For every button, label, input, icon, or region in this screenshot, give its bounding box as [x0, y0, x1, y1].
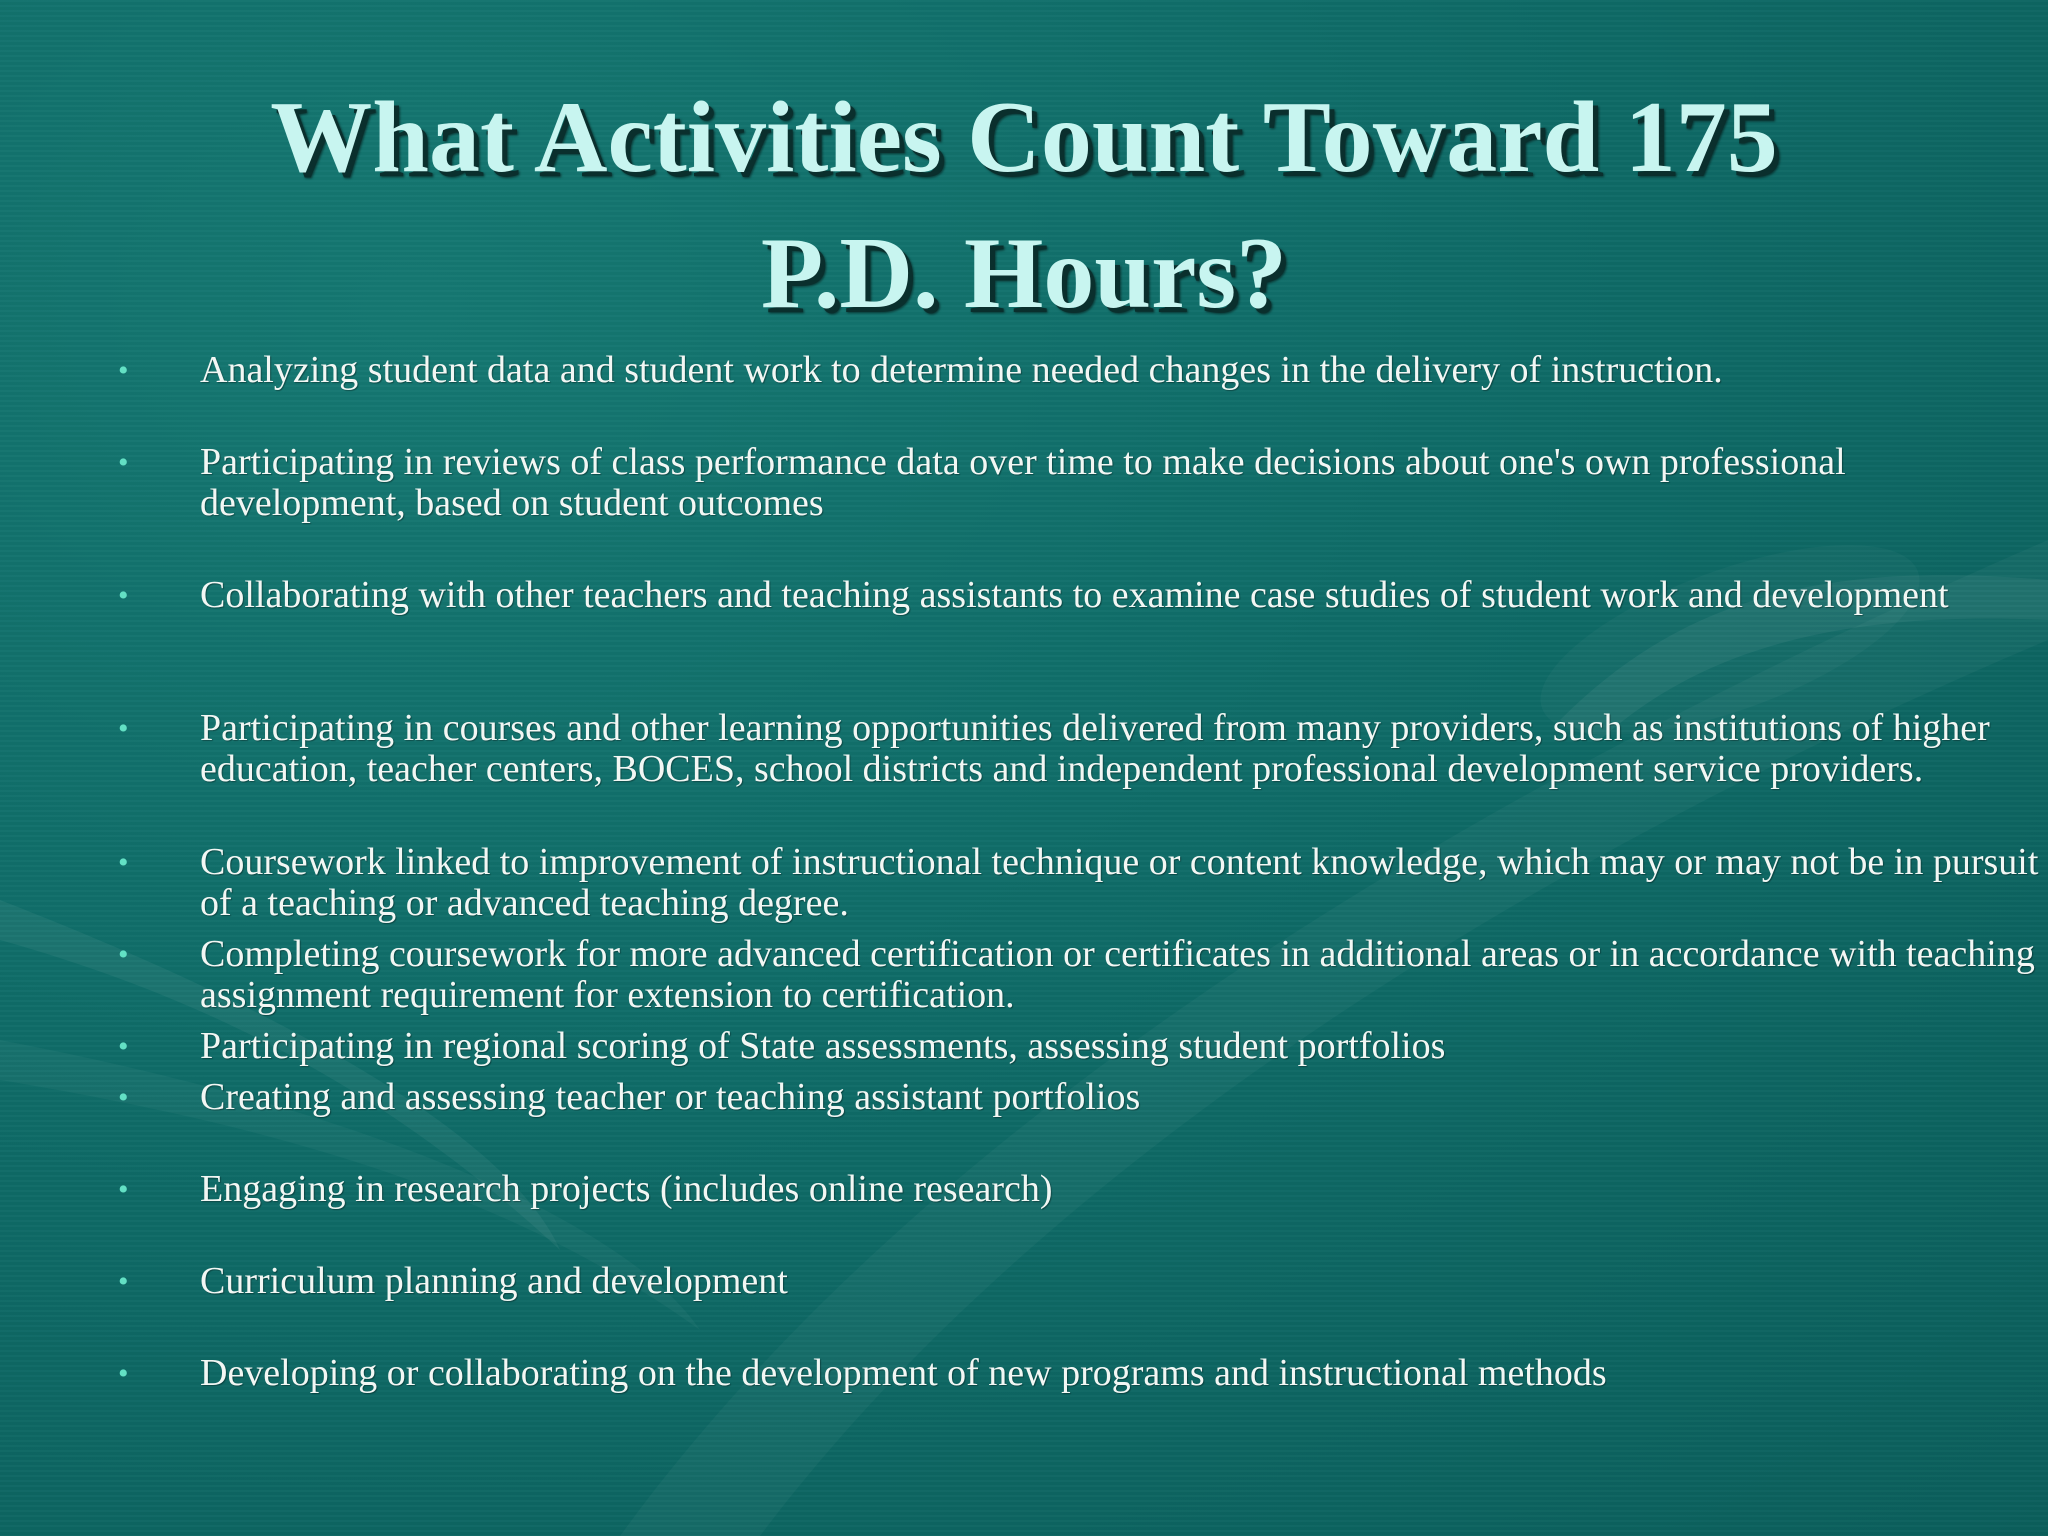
- bullet-marker: •: [118, 1357, 129, 1390]
- bullet-marker: •: [118, 1030, 129, 1063]
- bullet-marker: •: [118, 446, 129, 479]
- bullet-text: Collaborating with other teachers and teaching assistants to examine case studies of student work and development: [200, 574, 1949, 616]
- bullet-marker: •: [118, 1081, 129, 1114]
- bullet-marker: •: [118, 846, 129, 879]
- bullet-text: Creating and assessing teacher or teaching assistant portfolios: [200, 1076, 1141, 1118]
- bullet-text: Completing coursework for more advanced certification or certificates in additional areas or in accordance with teaching assignment requirement for extension to certification.: [200, 933, 2035, 1016]
- bullet-marker: •: [118, 354, 129, 387]
- bullet-marker: •: [118, 1265, 129, 1298]
- bullet-text: Analyzing student data and student work to determine needed changes in the delivery of instruction.: [200, 349, 1723, 391]
- bullet-marker: •: [118, 1173, 129, 1206]
- bullet-text: Participating in reviews of class performance data over time to make decisions about one's own professional development, based on student outcomes: [200, 441, 1846, 524]
- slide-title: [100, 70, 1948, 342]
- bullet-marker: •: [118, 712, 129, 745]
- bullet-marker: •: [118, 579, 129, 612]
- bullet-text: Participating in regional scoring of State assessments, assessing student portfolios: [200, 1025, 1446, 1067]
- bullet-text: Developing or collaborating on the development of new programs and instructional methods: [200, 1352, 1607, 1394]
- bullet-text: Coursework linked to improvement of instructional technique or content knowledge, which may or may not be in pursuit of a teaching or advanced teaching degree.: [200, 841, 2039, 924]
- slide-title-line-2: P.D. Hours?: [760, 217, 1288, 330]
- bullet-text: Participating in courses and other learning opportunities delivered from many providers, such as institutions of higher education, teacher centers, BOCES, school districts and independent professional development service providers.: [200, 707, 1990, 790]
- bullet-marker: •: [118, 938, 129, 971]
- bullet-text: Curriculum planning and development: [200, 1260, 788, 1302]
- bullet-text: Engaging in research projects (includes online research): [200, 1168, 1053, 1210]
- slide-title-line-1: What Activities Count Toward 175: [270, 81, 1778, 194]
